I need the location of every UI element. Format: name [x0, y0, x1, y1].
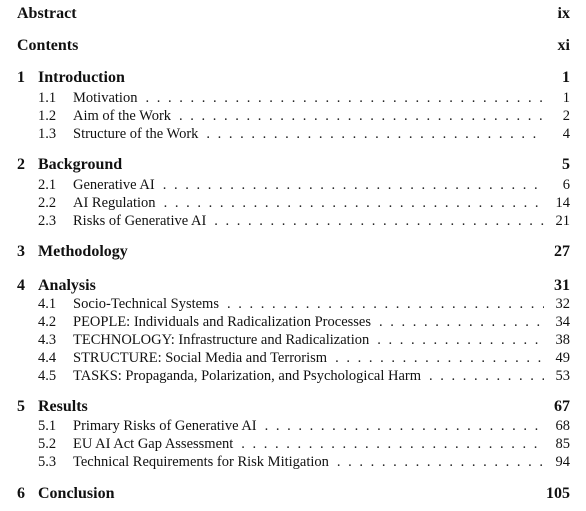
toc-section-5-1[interactable] [0, 418, 586, 435]
toc-section-5-2[interactable] [0, 436, 586, 453]
toc-section-title: AI Regulation [73, 195, 156, 211]
toc-section-number: 2.2 [38, 195, 57, 211]
toc-entry-page: 21 [555, 213, 570, 229]
toc-section-title: TASKS: Propaganda, Polarization, and Psychological Harm [73, 368, 421, 384]
toc-entry-page: 68 [555, 418, 570, 434]
toc-chapter-5[interactable] [0, 398, 586, 416]
toc-section-4-2[interactable] [0, 314, 586, 331]
toc-entry-contents[interactable] [0, 37, 586, 55]
toc-chapter-title: Introduction [38, 69, 125, 86]
toc-section-title: EU AI Act Gap Assessment [73, 436, 234, 452]
toc-entry-page: 2 [562, 108, 570, 124]
toc-section-title: Aim of the Work [73, 108, 172, 124]
toc-chapter-number: 4 [17, 277, 25, 294]
toc-leader-dots [206, 126, 544, 143]
toc-entry-page: xi [557, 37, 570, 54]
toc-leader-dots [164, 195, 544, 212]
toc-section-title: Socio-Technical Systems [73, 296, 219, 312]
toc-entry-page: 53 [555, 368, 570, 384]
toc-section-number: 4.5 [38, 368, 57, 384]
toc-entry-title: Contents [17, 37, 79, 54]
toc-section-number: 5.1 [38, 418, 57, 434]
toc-leader-dots [265, 418, 544, 435]
toc-entry-title: Abstract [17, 5, 77, 22]
toc-leader-dots [429, 368, 544, 385]
toc-entry-page: 1 [562, 69, 570, 86]
toc-section-number: 1.3 [38, 126, 57, 142]
toc-entry-page: 5 [562, 156, 570, 173]
toc-chapter-number: 2 [17, 156, 25, 173]
toc-leader-dots [214, 213, 544, 230]
toc-section-number: 5.2 [38, 436, 57, 452]
toc-section-number: 2.3 [38, 213, 57, 229]
toc-chapter-title: Conclusion [38, 485, 115, 502]
toc-entry-page: 85 [555, 436, 570, 452]
toc-entry-page: 49 [555, 350, 570, 366]
toc-section-1-1[interactable] [0, 90, 586, 107]
toc-entry-page: 31 [554, 277, 570, 294]
toc-leader-dots [145, 90, 544, 107]
toc-section-title: Primary Risks of Generative AI [73, 418, 257, 434]
toc-chapter-3[interactable] [0, 243, 586, 261]
toc-section-number: 4.1 [38, 296, 57, 312]
toc-section-4-4[interactable] [0, 350, 586, 367]
toc-section-number: 5.3 [38, 454, 57, 470]
toc-chapter-title: Methodology [38, 243, 128, 260]
toc-section-number: 4.3 [38, 332, 57, 348]
toc-entry-page: 105 [546, 485, 570, 502]
toc-entry-page: 4 [562, 126, 570, 142]
toc-entry-page: 94 [555, 454, 570, 470]
toc-section-4-1[interactable] [0, 296, 586, 313]
toc-section-title: PEOPLE: Individuals and Radicalization Processes [73, 314, 372, 330]
toc-leader-dots [227, 296, 544, 313]
toc-entry-page: 32 [555, 296, 570, 312]
toc-leader-dots [163, 177, 544, 194]
toc-leader-dots [337, 454, 544, 471]
toc-entry-page: 34 [555, 314, 570, 330]
toc-chapter-number: 6 [17, 485, 25, 502]
toc-chapter-6[interactable] [0, 485, 586, 503]
toc-chapter-title: Results [38, 398, 88, 415]
toc-entry-page: ix [557, 5, 570, 22]
toc-leader-dots [179, 108, 544, 125]
toc-entry-abstract[interactable] [0, 5, 586, 23]
toc-section-title: TECHNOLOGY: Infrastructure and Radicalization [73, 332, 370, 348]
toc-section-number: 1.2 [38, 108, 57, 124]
toc-chapter-number: 5 [17, 398, 25, 415]
toc-entry-page: 38 [555, 332, 570, 348]
toc-chapter-4[interactable] [0, 277, 586, 295]
toc-section-1-2[interactable] [0, 108, 586, 125]
toc-entry-page: 27 [554, 243, 570, 260]
toc-leader-dots [241, 436, 544, 453]
toc-section-5-3[interactable] [0, 454, 586, 471]
toc-section-title: Risks of Generative AI [73, 213, 207, 229]
toc-leader-dots [377, 332, 544, 349]
toc-section-title: Technical Requirements for Risk Mitigation [73, 454, 329, 470]
toc-section-number: 4.2 [38, 314, 57, 330]
toc-section-number: 1.1 [38, 90, 57, 106]
toc-leader-dots [379, 314, 544, 331]
toc-section-1-3[interactable] [0, 126, 586, 143]
toc-section-4-3[interactable] [0, 332, 586, 349]
toc-section-2-1[interactable] [0, 177, 586, 194]
toc-chapter-2[interactable] [0, 156, 586, 174]
toc-section-title: STRUCTURE: Social Media and Terrorism [73, 350, 328, 366]
toc-section-4-5[interactable] [0, 368, 586, 385]
toc-section-number: 2.1 [38, 177, 57, 193]
toc-section-title: Generative AI [73, 177, 155, 193]
toc-section-title: Motivation [73, 90, 138, 106]
toc-chapter-number: 1 [17, 69, 25, 86]
toc-chapter-1[interactable] [0, 69, 586, 87]
toc-entry-page: 14 [555, 195, 570, 211]
toc-chapter-number: 3 [17, 243, 25, 260]
toc-entry-page: 1 [562, 90, 570, 106]
toc-section-number: 4.4 [38, 350, 57, 366]
toc-section-title: Structure of the Work [73, 126, 199, 142]
toc-section-2-3[interactable] [0, 213, 586, 230]
toc-section-2-2[interactable] [0, 195, 586, 212]
toc-entry-page: 6 [562, 177, 570, 193]
toc-chapter-title: Background [38, 156, 123, 173]
toc-leader-dots [335, 350, 544, 367]
toc-entry-page: 67 [554, 398, 570, 415]
toc-chapter-title: Analysis [38, 277, 96, 294]
